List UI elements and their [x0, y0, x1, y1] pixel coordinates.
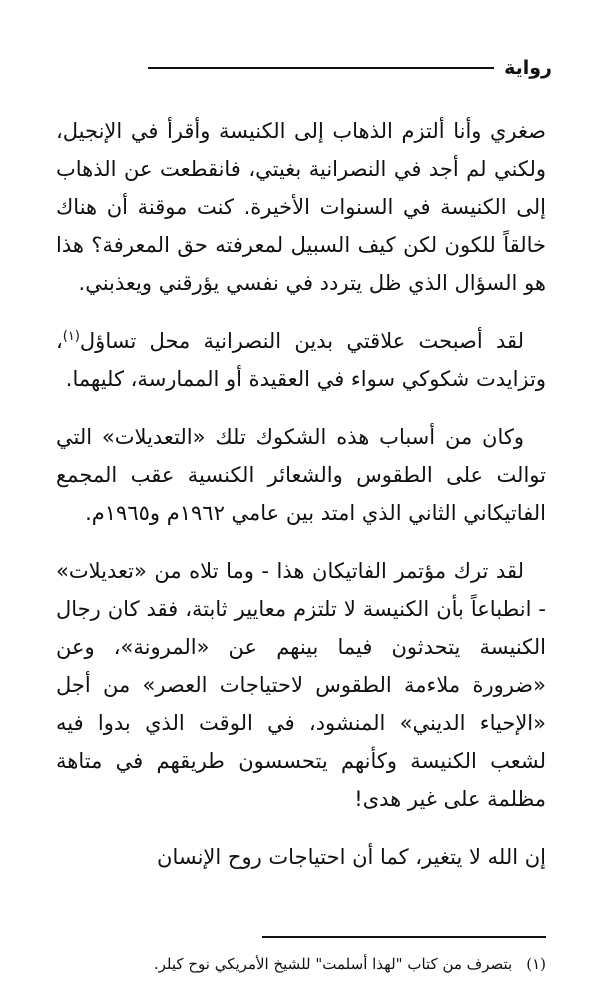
- footnote-text: بتصرف من كتاب "لهذا أسلمت" للشيخ الأمريكي نوح كيلر.: [153, 955, 513, 973]
- footnote: [56, 952, 546, 976]
- paragraph-2: [56, 322, 546, 398]
- paragraph-4: لقد ترك مؤتمر الفاتيكان هذا - وما تلاه من «تعديلات» - انطباعاً بأن الكنيسة لا تلتزم معايير ثابتة، فقد كان رجال الكنيسة يتحدثون فيما بينهم عن «المرونة»، وعن «ضرورة ملاءمة الطقوس لاحتياجات العصر» من أجل «الإحياء الديني» المنشود، في الوقت الذي بدوا فيه لشعب الكنيسة وكأنهم يتحسسون طريقهم في متاهة مظلمة على غير هدى!: [56, 559, 546, 811]
- running-title: رواية: [504, 57, 552, 79]
- paragraph-3: وكان من أسباب هذه الشكوك تلك «التعديلات» التي توالت على الطقوس والشعائر الكنسية عقب المجمع الفاتيكاني الثاني الذي امتد بين عامي ١٩٦٢م و١٩٦٥م.: [56, 425, 546, 525]
- footnote-number: (١): [526, 955, 546, 973]
- paragraph-2-text-after: ، وتزايدت شكوكي سواء في العقيدة أو الممارسة، كليهما.: [56, 329, 546, 391]
- body-text: [56, 112, 546, 896]
- header-rule: [148, 67, 494, 69]
- paragraph-5: إن الله لا يتغير، كما أن احتياجات روح الإنسان: [157, 845, 546, 869]
- footnote-rule: [262, 936, 546, 938]
- running-header: [148, 56, 552, 80]
- paragraph-1: صغري وأنا ألتزم الذهاب إلى الكنيسة وأقرأ في الإنجيل، ولكني لم أجد في النصرانية بغيتي، فانقطعت عن الذهاب إلى الكنيسة في السنوات الأخيرة. كنت موقنة أن هناك خالقاً للكون لكن كيف السبيل لمعرفته حق المعرفة؟ هذا هو السؤال الذي ظل يتردد في نفسي يؤرقني ويعذبني.: [56, 119, 546, 295]
- paragraph-2-text-before: لقد أصبحت علاقتي بدين النصرانية محل تساؤل: [79, 329, 524, 353]
- footnote-reference: (١): [62, 329, 80, 344]
